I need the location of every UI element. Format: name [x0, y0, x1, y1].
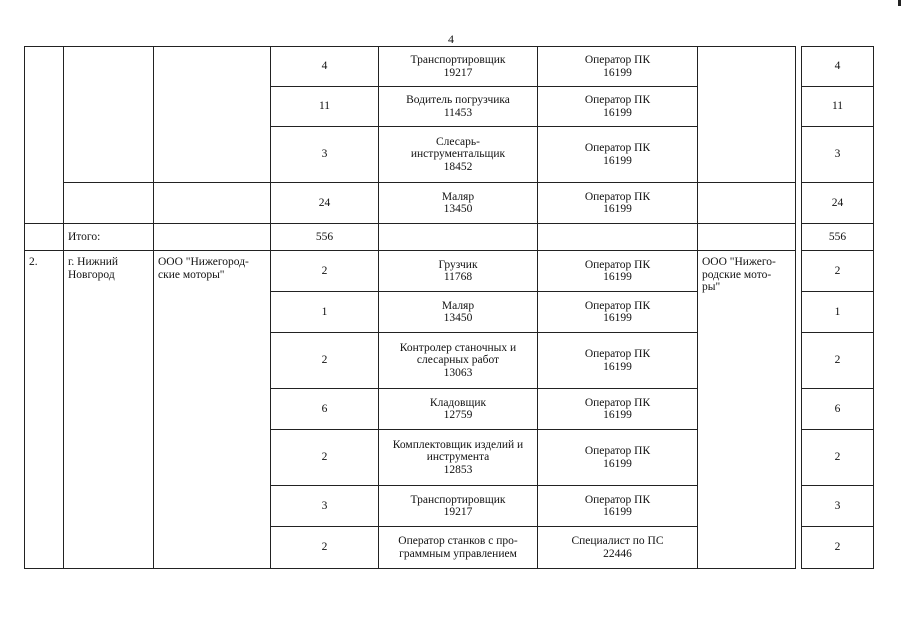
planned-cell: 24 [802, 183, 874, 224]
profession-cell: Оператор станков с про- граммным управлением [379, 527, 538, 569]
profession-cell: Комплектовщик изделий и инструмента 12853 [379, 430, 538, 486]
count-cell: 1 [271, 292, 379, 333]
target-profession-cell: Оператор ПК 16199 [538, 47, 698, 87]
retraining-table [24, 46, 874, 569]
page-number: 4 [448, 32, 454, 46]
profession-cell: Слесарь- инструментальщик 18452 [379, 127, 538, 183]
target-profession-cell [538, 224, 698, 251]
planned-cell: 3 [802, 486, 874, 527]
profession-cell: Водитель погрузчика 11453 [379, 87, 538, 127]
target-profession-cell: Оператор ПК 16199 [538, 127, 698, 183]
count-cell: 2 [271, 333, 379, 389]
count-cell: 6 [271, 389, 379, 430]
planned-cell: 1 [802, 292, 874, 333]
count-cell: 4 [271, 47, 379, 87]
city-cell [64, 47, 154, 183]
planned-cell: 6 [802, 389, 874, 430]
target-profession-cell: Оператор ПК 16199 [538, 183, 698, 224]
num-cell [25, 47, 64, 224]
org-right-cell [698, 224, 796, 251]
org-cell [154, 183, 271, 224]
target-profession-cell: Оператор ПК 16199 [538, 389, 698, 430]
profession-cell: Маляр 13450 [379, 292, 538, 333]
city-cell: г. Нижний Новгород [64, 251, 154, 569]
target-profession-cell: Оператор ПК 16199 [538, 87, 698, 127]
planned-cell: 2 [802, 333, 874, 389]
org-right-cell [698, 47, 796, 183]
count-cell: 24 [271, 183, 379, 224]
profession-cell: Транспортировщик 19217 [379, 486, 538, 527]
target-profession-cell: Оператор ПК 16199 [538, 333, 698, 389]
profession-cell: Транспортировщик 19217 [379, 47, 538, 87]
planned-cell: 2 [802, 251, 874, 292]
target-profession-cell: Оператор ПК 16199 [538, 430, 698, 486]
count-cell: 3 [271, 127, 379, 183]
table-row [25, 251, 874, 292]
target-profession-cell: Оператор ПК 16199 [538, 251, 698, 292]
org-cell: ООО "Нижегород- ские моторы" [154, 251, 271, 569]
org-cell [154, 224, 271, 251]
profession-cell: Контролер станочных и слесарных работ 13063 [379, 333, 538, 389]
org-right-cell: ООО "Нижего- родские мото- ры" [698, 251, 796, 569]
section-number: 2. [25, 251, 64, 569]
total-planned: 556 [802, 224, 874, 251]
target-profession-cell: Специалист по ПС 22446 [538, 527, 698, 569]
corner-mark [898, 0, 901, 6]
profession-cell: Маляр 13450 [379, 183, 538, 224]
total-row [25, 224, 874, 251]
planned-cell: 2 [802, 430, 874, 486]
profession-cell: Грузчик 11768 [379, 251, 538, 292]
count-cell: 11 [271, 87, 379, 127]
profession-cell [379, 224, 538, 251]
count-cell: 2 [271, 430, 379, 486]
total-label: Итого: [64, 224, 154, 251]
table-row [25, 47, 874, 87]
table-row [25, 183, 874, 224]
count-cell: 2 [271, 251, 379, 292]
profession-cell: Кладовщик 12759 [379, 389, 538, 430]
planned-cell: 3 [802, 127, 874, 183]
org-cell [154, 47, 271, 183]
total-count: 556 [271, 224, 379, 251]
target-profession-cell: Оператор ПК 16199 [538, 292, 698, 333]
city-cell [64, 183, 154, 224]
target-profession-cell: Оператор ПК 16199 [538, 486, 698, 527]
org-right-cell [698, 183, 796, 224]
count-cell: 2 [271, 527, 379, 569]
num-cell [25, 224, 64, 251]
planned-cell: 11 [802, 87, 874, 127]
planned-cell: 2 [802, 527, 874, 569]
count-cell: 3 [271, 486, 379, 527]
planned-cell: 4 [802, 47, 874, 87]
